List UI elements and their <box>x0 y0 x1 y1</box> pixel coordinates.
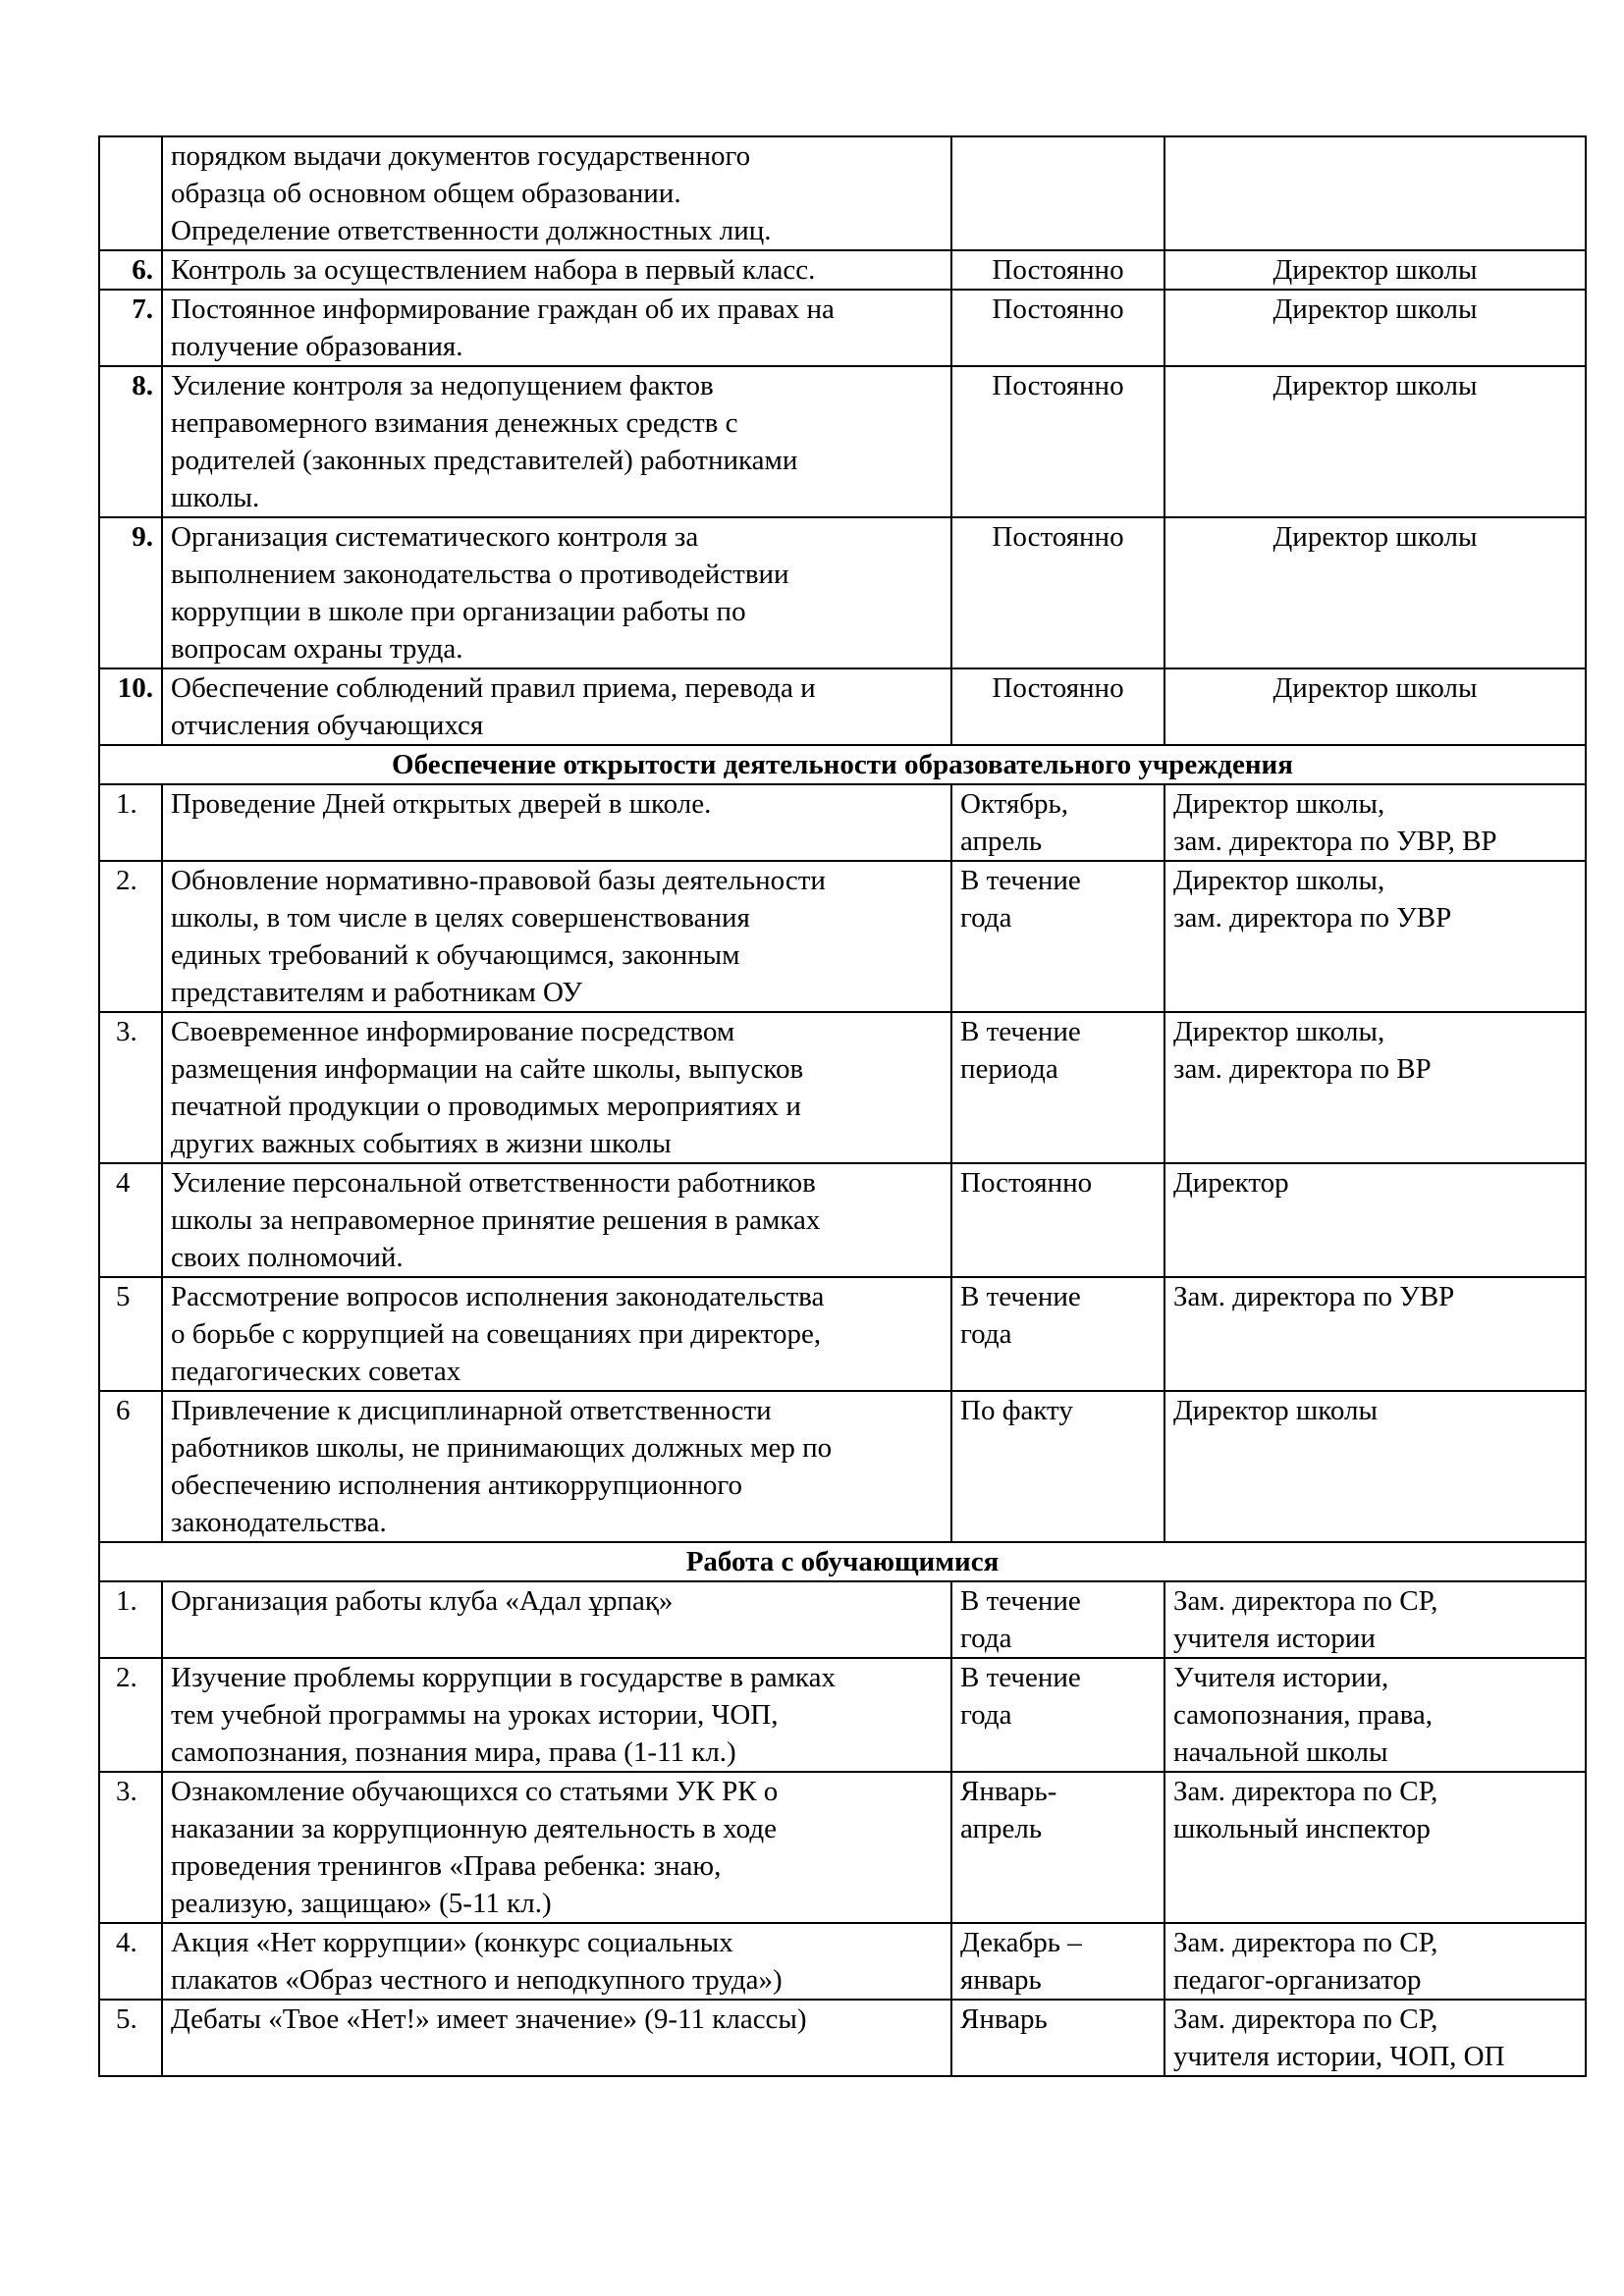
cell-line: Зам. директора по СР, <box>1173 2003 1438 2035</box>
row-number: 1. <box>99 1581 162 1658</box>
cell-line: Директор школы <box>1272 294 1478 325</box>
table-row <box>99 136 1586 250</box>
table-body <box>99 136 1586 2076</box>
cell-line: Усиление персональной ответственности работников <box>171 1167 816 1199</box>
cell-line: В течение <box>960 865 1081 896</box>
cell-line: зам. директора по УВР, ВР <box>1173 826 1497 857</box>
cell-line: Постоянно <box>992 370 1124 401</box>
cell-line: получение образования. <box>171 331 463 362</box>
cell-line: Проведение Дней открытых дверей в школе. <box>171 788 712 820</box>
cell-line: Изучение проблемы коррупции в государстве в рамках <box>171 1662 836 1693</box>
term-cell <box>951 1658 1164 1772</box>
action-cell <box>162 861 951 1012</box>
cell-line: Зам. директора по СР, <box>1173 1585 1438 1617</box>
row-number: 10. <box>99 668 162 745</box>
row-number: 2. <box>99 861 162 1012</box>
cell-line: Постоянно <box>992 254 1124 286</box>
cell-line: периода <box>960 1053 1058 1085</box>
cell-line: своих полномочий. <box>171 1242 404 1273</box>
cell-line: Ознакомление обучающихся со статьями УК РК о <box>171 1776 779 1807</box>
row-number: 5. <box>99 2000 162 2076</box>
cell-line: Директор школы, <box>1173 788 1385 820</box>
cell-line: Постоянно <box>960 1167 1093 1199</box>
responsible-cell <box>1164 668 1586 745</box>
cell-line: Организация работы клуба «Адал ұрпақ» <box>171 1585 674 1617</box>
row-number: 7. <box>99 290 162 366</box>
cell-line: года <box>960 902 1012 934</box>
cell-line: школы, в том числе в целях совершенствования <box>171 902 750 934</box>
responsible-cell <box>1164 1012 1586 1163</box>
action-cell <box>162 366 951 517</box>
cell-line: Рассмотрение вопросов исполнения законодательства <box>171 1281 825 1312</box>
table-row <box>99 366 1586 517</box>
cell-line: Январь <box>960 2003 1048 2035</box>
cell-line: Постоянное информирование граждан об их правах на <box>171 294 835 325</box>
cell-line: Постоянно <box>992 521 1124 553</box>
table-row <box>99 1923 1586 2000</box>
section-heading: Обеспечение открытости деятельности образовательного учреждения <box>99 745 1586 784</box>
responsible-cell <box>1164 1277 1586 1391</box>
cell-line: Январь- <box>960 1776 1057 1807</box>
cell-line: В течение <box>960 1662 1081 1693</box>
cell-line: года <box>960 1318 1012 1350</box>
table-row <box>99 1012 1586 1163</box>
action-cell <box>162 1581 951 1658</box>
cell-line: печатной продукции о проводимых мероприятиях и <box>171 1091 801 1122</box>
table-row <box>99 1391 1586 1542</box>
cell-line: проведения тренингов «Права ребенка: знаю, <box>171 1850 722 1882</box>
cell-line: школы. <box>171 482 260 513</box>
cell-line: о борьбе с коррупцией на совещаниях при директоре, <box>171 1318 822 1350</box>
row-number: 2. <box>99 1658 162 1772</box>
responsible-cell <box>1164 1581 1586 1658</box>
cell-line: В течение <box>960 1585 1081 1617</box>
action-cell <box>162 668 951 745</box>
cell-line: Привлечение к дисциплинарной ответственности <box>171 1395 772 1426</box>
responsible-cell <box>1164 366 1586 517</box>
cell-line: школьный инспектор <box>1173 1813 1431 1844</box>
cell-line: Обновление нормативно-правовой базы деятельности <box>171 865 826 896</box>
cell-line: январь <box>960 1964 1042 1996</box>
term-cell <box>951 136 1164 250</box>
term-cell <box>951 1772 1164 1923</box>
cell-line: Обеспечение соблюдений правил приема, перевода и <box>171 672 816 704</box>
action-cell <box>162 1923 951 2000</box>
responsible-cell <box>1164 1772 1586 1923</box>
section-row-openness <box>99 745 1586 784</box>
cell-line: неправомерного взимания денежных средств с <box>171 407 738 439</box>
cell-line: зам. директора по УВР <box>1173 902 1452 934</box>
cell-line: Директор школы <box>1272 521 1478 553</box>
cell-line: других важных событиях в жизни школы <box>171 1128 672 1159</box>
term-cell <box>951 668 1164 745</box>
action-cell <box>162 1277 951 1391</box>
action-cell <box>162 517 951 668</box>
action-cell <box>162 1012 951 1163</box>
cell-line: законодательства. <box>171 1507 387 1538</box>
row-number: 5 <box>99 1277 162 1391</box>
action-cell <box>162 136 951 250</box>
cell-line: года <box>960 1623 1012 1654</box>
table-row <box>99 784 1586 861</box>
cell-line: самопознания, познания мира, права (1-11 кл.) <box>171 1736 736 1768</box>
responsible-cell <box>1164 1163 1586 1277</box>
cell-line: Зам. директора по СР, <box>1173 1927 1438 1958</box>
term-cell <box>951 290 1164 366</box>
section-row-students <box>99 1542 1586 1581</box>
term-cell <box>951 366 1164 517</box>
cell-line: размещения информации на сайте школы, выпусков <box>171 1053 804 1085</box>
row-number: 9. <box>99 517 162 668</box>
cell-line: Акция «Нет коррупции» (конкурс социальных <box>171 1927 733 1958</box>
cell-line: учителя истории <box>1173 1623 1376 1654</box>
table-row <box>99 517 1586 668</box>
action-cell <box>162 290 951 366</box>
responsible-cell <box>1164 784 1586 861</box>
cell-line: Директор <box>1173 1167 1289 1199</box>
cell-line: порядком выдачи документов государственного <box>171 140 751 172</box>
action-cell <box>162 1163 951 1277</box>
action-cell <box>162 250 951 290</box>
cell-line: педагогических советах <box>171 1356 461 1387</box>
cell-line: Директор школы <box>1173 1395 1378 1426</box>
cell-line: единых требований к обучающимся, законным <box>171 939 740 971</box>
action-cell <box>162 1658 951 1772</box>
cell-line: Директор школы, <box>1173 1016 1385 1047</box>
cell-line: самопознания, права, <box>1173 1699 1434 1731</box>
action-cell <box>162 2000 951 2076</box>
cell-line: Дебаты «Твое «Нет!» имеет значение» (9-11 классы) <box>171 2003 807 2035</box>
cell-line: плакатов «Образ честного и неподкупного труда») <box>171 1964 783 1996</box>
responsible-cell <box>1164 517 1586 668</box>
cell-line: Постоянно <box>992 672 1124 704</box>
term-cell <box>951 1277 1164 1391</box>
cell-line: Учителя истории, <box>1173 1662 1389 1693</box>
term-cell <box>951 1163 1164 1277</box>
cell-line: школы за неправомерное принятие решения в рамках <box>171 1204 821 1236</box>
table-row <box>99 1658 1586 1772</box>
cell-line: педагог-организатор <box>1173 1964 1422 1996</box>
table-row <box>99 2000 1586 2076</box>
row-number: 4 <box>99 1163 162 1277</box>
row-number <box>99 136 162 250</box>
term-cell <box>951 2000 1164 2076</box>
term-cell <box>951 861 1164 1012</box>
term-cell <box>951 1923 1164 2000</box>
row-number: 3. <box>99 1012 162 1163</box>
cell-line: Усиление контроля за недопущением фактов <box>171 370 714 401</box>
cell-line: Декабрь – <box>960 1927 1082 1958</box>
cell-line: Директор школы <box>1272 370 1478 401</box>
cell-line: Зам. директора по СР, <box>1173 1776 1438 1807</box>
cell-line: По факту <box>960 1395 1073 1426</box>
cell-line: В течение <box>960 1281 1081 1312</box>
row-number: 6. <box>99 250 162 290</box>
cell-line: Директор школы <box>1272 672 1478 704</box>
cell-line: работников школы, не принимающих должных мер по <box>171 1432 833 1464</box>
section-heading: Работа с обучающимися <box>99 1542 1586 1581</box>
cell-line: Своевременное информирование посредством <box>171 1016 735 1047</box>
cell-line: Директор школы <box>1272 254 1478 286</box>
action-cell <box>162 1391 951 1542</box>
responsible-cell <box>1164 861 1586 1012</box>
cell-line: апрель <box>960 826 1043 857</box>
cell-line: учителя истории, ЧОП, ОП <box>1173 2041 1505 2072</box>
action-cell <box>162 784 951 861</box>
cell-line: реализую, защищаю» (5-11 кл.) <box>171 1888 552 1919</box>
table-row <box>99 290 1586 366</box>
cell-line: выполнением законодательства о противодействии <box>171 559 789 590</box>
term-cell <box>951 1012 1164 1163</box>
action-cell <box>162 1772 951 1923</box>
cell-line: представителям и работникам ОУ <box>171 977 582 1008</box>
cell-line: Директор школы, <box>1173 865 1385 896</box>
responsible-cell <box>1164 1391 1586 1542</box>
cell-line: апрель <box>960 1813 1043 1844</box>
table-row <box>99 250 1586 290</box>
table-row <box>99 861 1586 1012</box>
cell-line: начальной школы <box>1173 1736 1388 1768</box>
cell-line: Октябрь, <box>960 788 1069 820</box>
cell-line: родителей (законных представителей) работниками <box>171 445 798 476</box>
cell-line: Постоянно <box>992 294 1124 325</box>
row-number: 6 <box>99 1391 162 1542</box>
cell-line: года <box>960 1699 1012 1731</box>
responsible-cell <box>1164 1658 1586 1772</box>
term-cell <box>951 1391 1164 1542</box>
term-cell <box>951 250 1164 290</box>
table-row <box>99 1581 1586 1658</box>
table-row <box>99 668 1586 745</box>
row-number: 8. <box>99 366 162 517</box>
row-number: 4. <box>99 1923 162 2000</box>
cell-line: обеспечению исполнения антикоррупционного <box>171 1469 743 1501</box>
cell-line: В течение <box>960 1016 1081 1047</box>
cell-line: Зам. директора по УВР <box>1173 1281 1455 1312</box>
responsible-cell <box>1164 136 1586 250</box>
row-number: 3. <box>99 1772 162 1923</box>
row-number: 1. <box>99 784 162 861</box>
term-cell <box>951 517 1164 668</box>
cell-line: тем учебной программы на уроках истории, ЧОП, <box>171 1699 779 1731</box>
anticorruption-plan-table <box>98 135 1587 2077</box>
table-row <box>99 1277 1586 1391</box>
cell-line: отчисления обучающихся <box>171 710 484 741</box>
cell-line: коррупции в школе при организации работы по <box>171 596 746 627</box>
table-row <box>99 1163 1586 1277</box>
cell-line: Организация систематического контроля за <box>171 521 699 553</box>
cell-line: Контроль за осуществлением набора в первый класс. <box>171 254 816 286</box>
cell-line: зам. директора по ВР <box>1173 1053 1432 1085</box>
table-row <box>99 1772 1586 1923</box>
responsible-cell <box>1164 290 1586 366</box>
responsible-cell <box>1164 2000 1586 2076</box>
responsible-cell <box>1164 250 1586 290</box>
cell-line: вопросам охраны труда. <box>171 633 463 665</box>
responsible-cell <box>1164 1923 1586 2000</box>
term-cell <box>951 784 1164 861</box>
cell-line: образца об основном общем образовании. <box>171 178 681 209</box>
cell-line: наказании за коррупционную деятельность в ходе <box>171 1813 777 1844</box>
term-cell <box>951 1581 1164 1658</box>
cell-line: Определение ответственности должностных лиц. <box>171 215 772 246</box>
